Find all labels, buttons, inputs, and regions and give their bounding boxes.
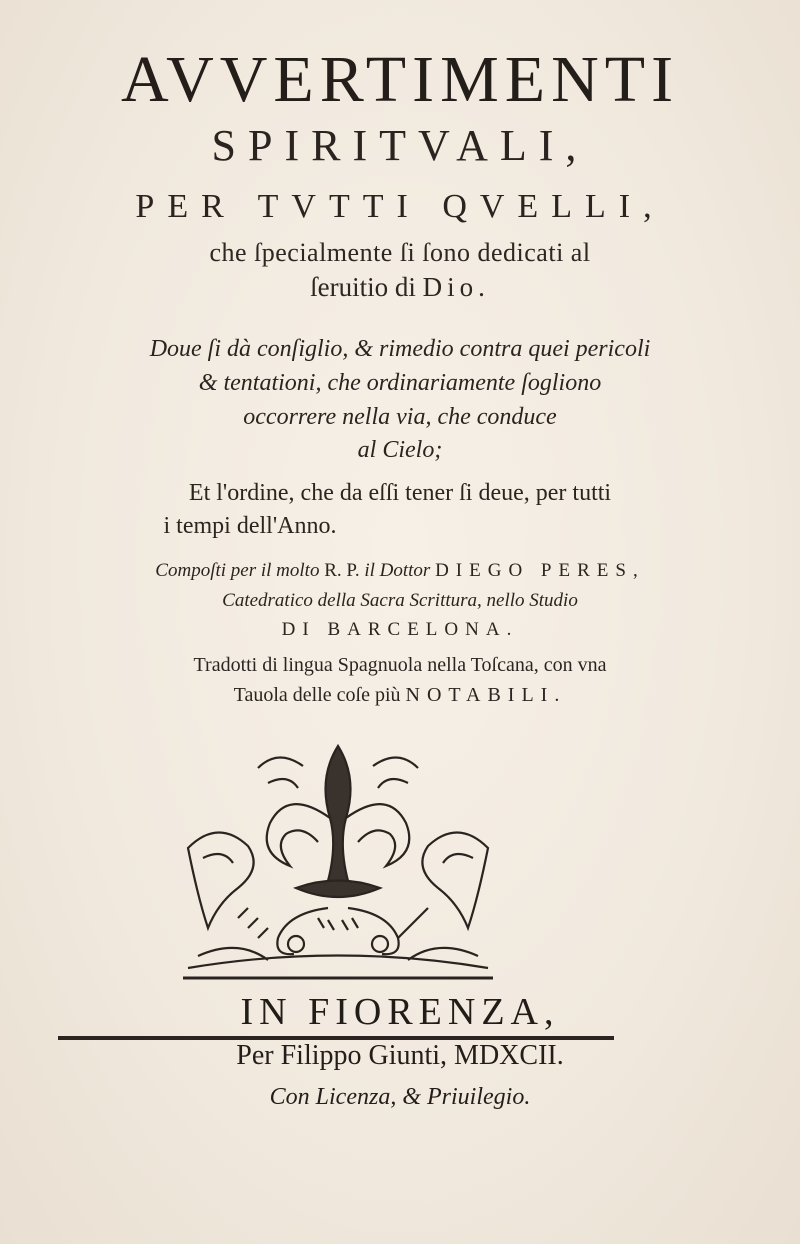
description-line-1: Doue ſi dà conſiglio, & rimedio contra quei pericoli (149, 336, 651, 362)
author-position: Catedratico della Sacra Scrittura, nello Studio (222, 590, 578, 611)
author-line-1 (0, 560, 800, 582)
license-line: Con Licenza, & Priuilegio. (269, 1084, 531, 1110)
author-title: R. P. (324, 560, 360, 581)
order-line-2: i tempi dell'Anno. (163, 513, 337, 539)
book-title: AVVERTIMENTI (120, 43, 680, 116)
fleur-de-lis-ornament-icon (178, 738, 498, 986)
notable-caps: NOTABILI. (405, 684, 567, 706)
book-subtitle: SPIRITVALI, (211, 121, 589, 170)
description-line-4: al Cielo; (357, 437, 443, 463)
audience-line: PER TVTTI QVELLI, (135, 188, 665, 225)
service-line (0, 272, 800, 303)
translation-table: Tauola delle coſe più (233, 684, 401, 706)
dedicated-line: che ſpecialmente ſi ſono dedicati al (209, 238, 591, 267)
author-line-3: DI BARCELONA. (281, 619, 519, 640)
description-line-2: & tentationi, che ordinariamente ſogliono (198, 370, 602, 396)
printer-line: Per Filippo Giunti, MDXCII. (236, 1040, 564, 1071)
author-intro: Compoſti per il molto (155, 560, 320, 581)
author-line-2 (0, 590, 800, 612)
place-of-printing: IN FIORENZA, (240, 991, 560, 1033)
translation-line-1: Tradotti di lingua Spagnuola nella Toſcana, con vna (193, 654, 607, 676)
order-line-1: Et l'ordine, che da eſſi tener ſi deue, per tutti (188, 480, 612, 506)
service-text: ſeruitio di (310, 272, 423, 302)
author-name: DIEGO PERES, (435, 560, 645, 581)
author-degree: il Dottor (364, 560, 431, 581)
description-line-3: occorrere nella via, che conduce (243, 404, 557, 430)
god-name: Dio. (422, 272, 490, 302)
translation-line-2 (0, 684, 800, 707)
